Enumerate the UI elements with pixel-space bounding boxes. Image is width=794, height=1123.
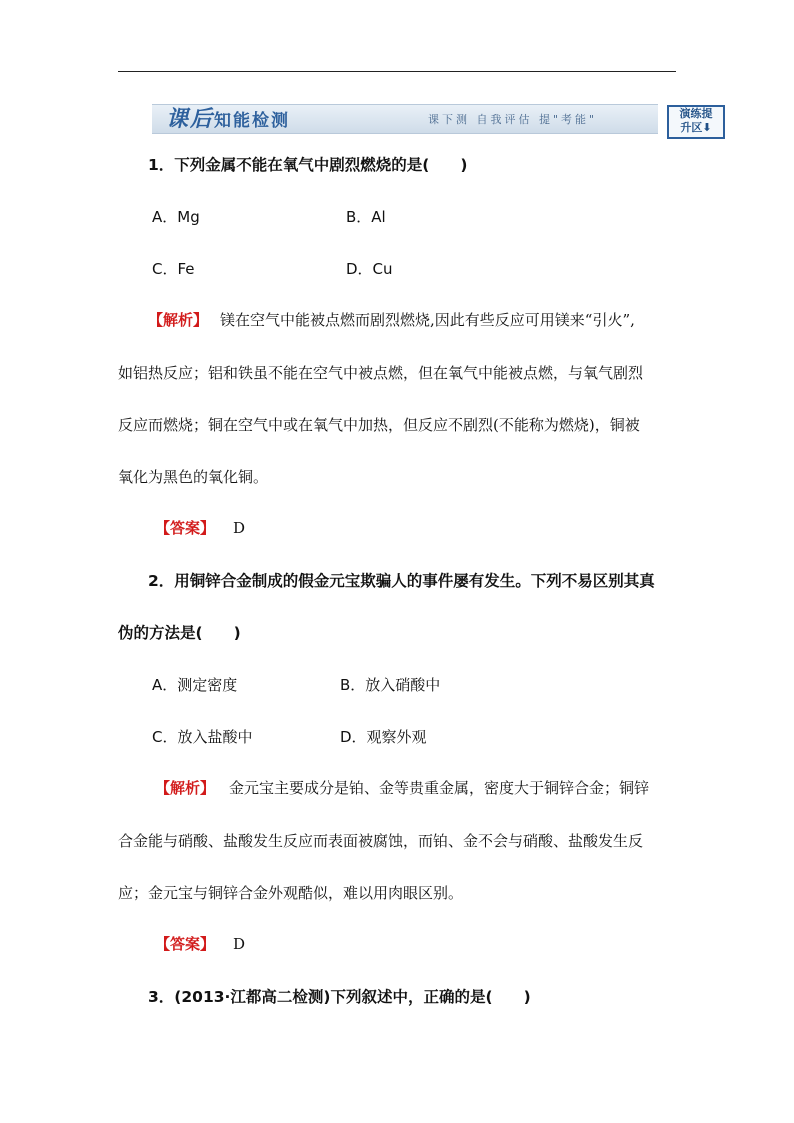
analysis-label: 【解析】 xyxy=(148,311,209,329)
section-banner xyxy=(152,104,658,134)
question-1-answer xyxy=(155,518,245,538)
analysis-label: 【解析】 xyxy=(155,779,216,797)
question-1-analysis-line: 反应而燃烧；铜在空气中或在氧气中加热，但反应不剧烈(不能称为燃烧)，铜被 xyxy=(118,416,640,434)
answer-value: D xyxy=(233,935,246,953)
practice-zone-badge xyxy=(667,105,725,139)
banner-subtitle: 课下测 自我评估 提"考能" xyxy=(428,113,598,126)
question-1-analysis-line: 氧化为黑色的氧化铜。 xyxy=(118,468,269,486)
answer-label: 【答案】 xyxy=(155,935,216,953)
question-2-option-a: A．测定密度 xyxy=(152,676,238,694)
answer-value: D xyxy=(233,519,246,537)
question-1-analysis-first-line xyxy=(148,310,635,330)
question-2-stem: 2．用铜锌合金制成的假金元宝欺骗人的事件屡有发生。下列不易区别其真 xyxy=(148,572,655,590)
question-1-option-b: B．Al xyxy=(346,208,386,226)
top-rule xyxy=(118,71,676,72)
question-2-analysis-line: 合金能与硝酸、盐酸发生反应而表面被腐蚀，而铂、金不会与硝酸、盐酸发生反 xyxy=(118,832,644,850)
analysis-text: 金元宝主要成分是铂、金等贵重金属，密度大于铜锌合金；铜锌 xyxy=(229,779,650,797)
question-1-stem: 1．下列金属不能在氧气中剧烈燃烧的是( ) xyxy=(148,156,468,174)
analysis-text: 镁在空气中能被点燃而剧烈燃烧,因此有些反应可用镁来“引火”, xyxy=(220,311,635,329)
banner-title xyxy=(166,105,290,135)
question-3-stem: 3．(2013·江都高二检测)下列叙述中，正确的是( ) xyxy=(148,988,531,1006)
badge-line-2: 升区⬇ xyxy=(680,121,712,134)
question-2-option-c: C．放入盐酸中 xyxy=(152,728,253,746)
question-1-option-a: A．Mg xyxy=(152,208,200,226)
banner-title-small: 知能检测 xyxy=(214,111,291,131)
question-1-option-d: D．Cu xyxy=(346,260,393,278)
question-2-option-b: B．放入硝酸中 xyxy=(340,676,441,694)
question-1-analysis-line: 如铝热反应；铝和铁虽不能在空气中被点燃，但在氧气中能被点燃，与氧气剧烈 xyxy=(118,364,644,382)
banner-title-big: 课后 xyxy=(166,106,215,132)
question-2-option-d: D．观察外观 xyxy=(340,728,427,746)
question-2-analysis-first-line xyxy=(155,778,649,798)
question-2-stem: 伪的方法是( ) xyxy=(118,624,241,642)
question-2-analysis-line: 应；金元宝与铜锌合金外观酷似，难以用肉眼区别。 xyxy=(118,884,464,902)
question-1-option-c: C．Fe xyxy=(152,260,195,278)
answer-label: 【答案】 xyxy=(155,519,216,537)
badge-line-1: 演练提 xyxy=(679,107,713,120)
question-2-answer xyxy=(155,934,245,954)
